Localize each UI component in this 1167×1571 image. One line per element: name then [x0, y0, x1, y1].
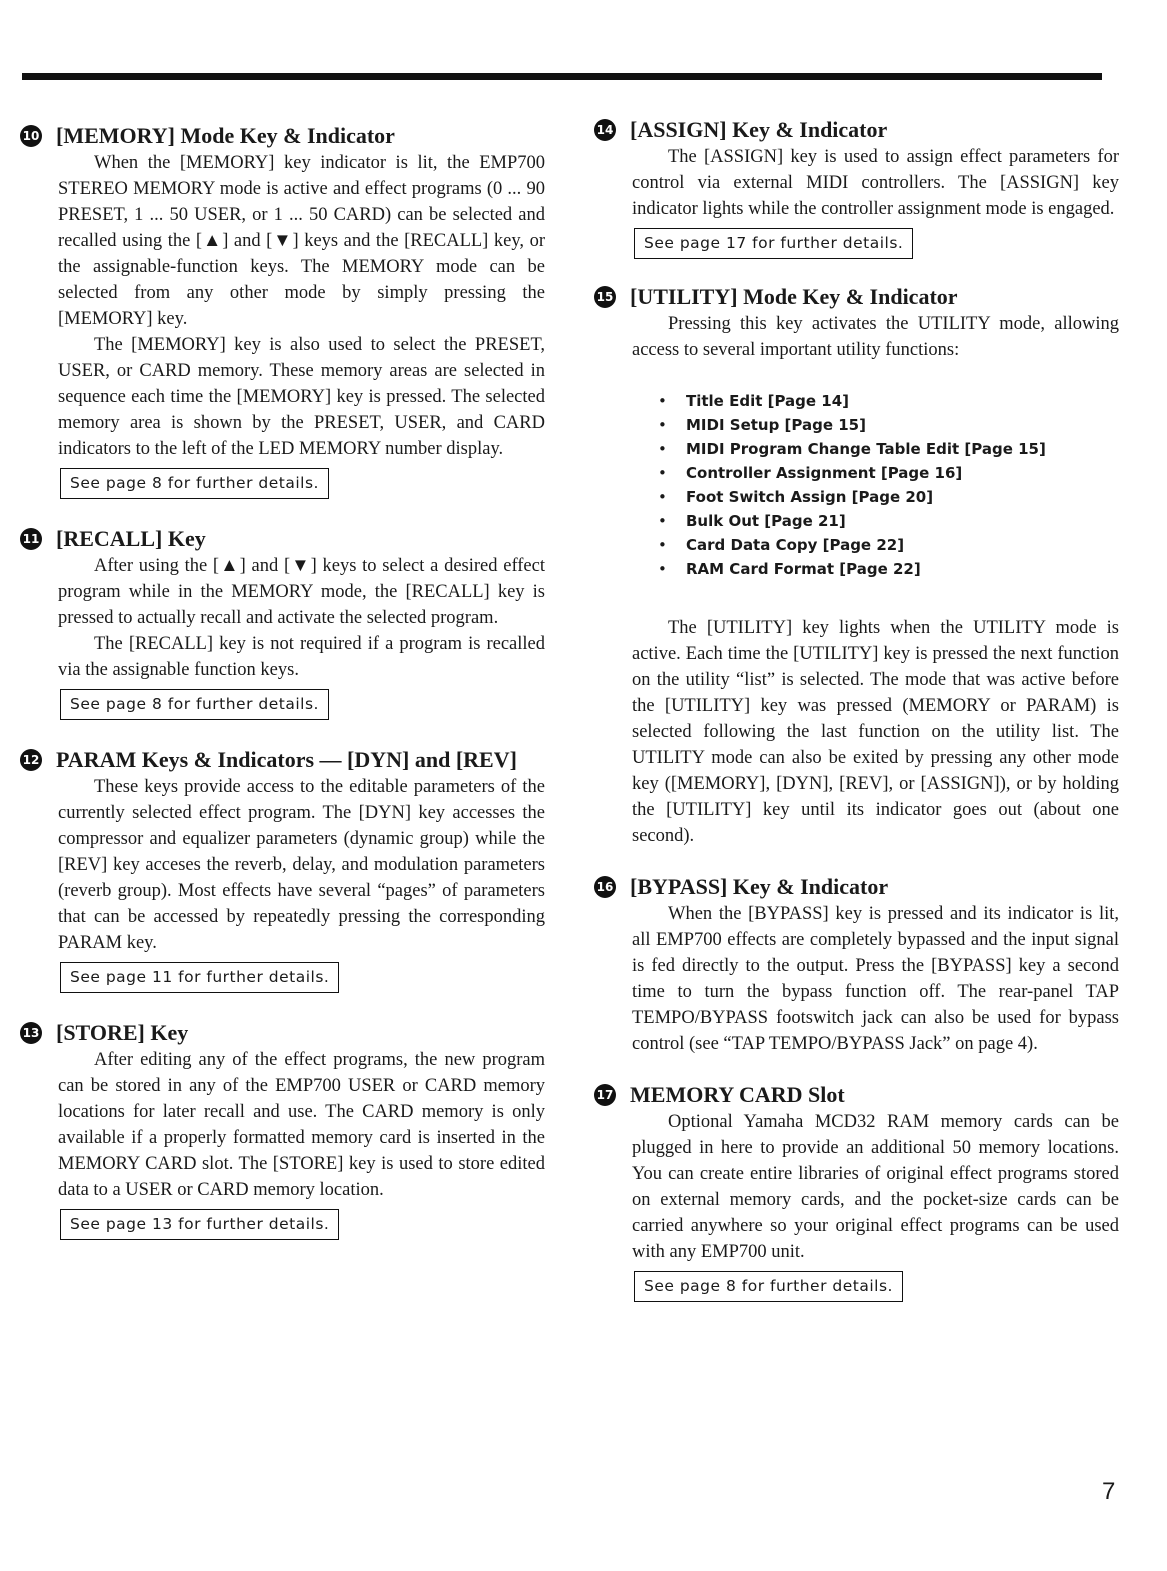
section-number: 13: [20, 1022, 42, 1044]
section-heading: [594, 1081, 1119, 1109]
section-heading: [594, 283, 1119, 311]
paragraph: Optional Yamaha MCD32 RAM memory cards can be plugged in here to provide an additional 50 memory locations. You can create entire libraries of original effect programs stored on external memory cards, and the pocket-size cards can be carried anywhere so your original effect programs can be used with any EMP700 unit.: [632, 1112, 1119, 1262]
section-body: [632, 144, 1119, 259]
page-number: 7: [1102, 1478, 1116, 1505]
paragraph: When the [MEMORY] key indicator is lit, the EMP700 STEREO MEMORY mode is active and effect programs (0 ... 90 PRESET, 1 ... 50 USER, or 1 ... 50 CARD) can be selected and recalled using the [▲] and [▼] keys and the [RECALL] key, or the assignable-function keys. The MEMORY mode can be selected from any other mode by simply pressing the [MEMORY] key.: [58, 153, 545, 329]
paragraph: After using the [▲] and [▼] keys to select a desired effect program while in the MEMORY mode, the [RECALL] key is pressed to actually recall and activate the selected program.: [58, 556, 545, 628]
list-item: • Title Edit [Page 14]: [658, 389, 1119, 413]
section-title: PARAM Keys & Indicators — [DYN] and [REV]: [56, 747, 517, 772]
section-heading: [20, 746, 545, 774]
paragraph: These keys provide access to the editable parameters of the currently selected effect program. The [DYN] key accesses the compressor and equalizer parameters (dynamic group) while the [REV] key acceses the reverb, delay, and modulation parameters (reverb group). Most effects have several “pages” of parameters that can be accessed by repeatedly pressing the corresponding PARAM key.: [58, 777, 545, 953]
paragraph: When the [BYPASS] key is pressed and its indicator is lit, all EMP700 effects are completely bypassed and the input signal is fed directly to the output. Press the [BYPASS] key a second time to turn the bypass function off. The rear-panel TAP TEMPO/BYPASS footswitch jack can also be used for bypass control (see “TAP TEMPO/BYPASS Jack” on page 4).: [632, 904, 1119, 1054]
section-heading: [20, 1019, 545, 1047]
reference-box: See page 13 for further details.: [60, 1209, 339, 1240]
section-title: [ASSIGN] Key & Indicator: [630, 117, 888, 142]
section-param-keys: [20, 746, 545, 993]
section-assign-key: [594, 116, 1119, 259]
section-body: [632, 1109, 1119, 1302]
section-title: [MEMORY] Mode Key & Indicator: [56, 123, 395, 148]
section-memory-key: [20, 122, 545, 499]
list-item: • Foot Switch Assign [Page 20]: [658, 485, 1119, 509]
reference-box: See page 11 for further details.: [60, 962, 339, 993]
reference-box: See page 8 for further details.: [60, 689, 329, 720]
section-number: 15: [594, 286, 616, 308]
list-item: • MIDI Setup [Page 15]: [658, 413, 1119, 437]
top-rule: [22, 73, 1102, 80]
right-column: [594, 116, 1119, 1302]
section-body: [58, 553, 545, 720]
section-title: [STORE] Key: [56, 1020, 189, 1045]
section-title: MEMORY CARD Slot: [630, 1082, 845, 1107]
section-body: [632, 311, 1119, 849]
section-heading: [594, 116, 1119, 144]
paragraph: The [MEMORY] key is also used to select the PRESET, USER, or CARD memory. These memory areas are selected in sequence each time the [MEMORY] key is pressed. The selected memory area is shown by the PRESET, USER, and CARD indicators to the left of the LED MEMORY number display.: [58, 335, 545, 459]
section-bypass-key: [594, 873, 1119, 1057]
section-body: [58, 1047, 545, 1240]
reference-box: See page 8 for further details.: [60, 468, 329, 499]
list-item: • Bulk Out [Page 21]: [658, 509, 1119, 533]
section-number: 14: [594, 119, 616, 141]
reference-box: See page 17 for further details.: [634, 228, 913, 259]
paragraph: Pressing this key activates the UTILITY mode, allowing access to several important utility functions:: [632, 314, 1119, 360]
utility-function-list: [658, 389, 1119, 581]
section-heading: [594, 873, 1119, 901]
section-store-key: [20, 1019, 545, 1240]
paragraph: The [UTILITY] key lights when the UTILITY mode is active. Each time the [UTILITY] key is pressed the next function on the utility “list” is selected. The mode that was active before the [UTILITY] key was pressed (MEMORY or PARAM) is selected following the last function on the utility list. The UTILITY mode can also be exited by pressing any other mode key ([MEMORY], [DYN], [REV], or [ASSIGN]), or by holding the [UTILITY] key until its indicator goes out (about one second).: [632, 618, 1119, 846]
reference-box: See page 8 for further details.: [634, 1271, 903, 1302]
section-body: [632, 901, 1119, 1057]
section-number: 12: [20, 749, 42, 771]
section-number: 11: [20, 528, 42, 550]
section-heading: [20, 122, 545, 150]
section-memory-card-slot: [594, 1081, 1119, 1302]
section-heading: [20, 525, 545, 553]
paragraph: After editing any of the effect programs, the new program can be stored in any of the EMP700 USER or CARD memory locations for later recall and use. The CARD memory is only available if a properly formatted memory card is inserted in the MEMORY CARD slot. The [STORE] key is used to store edited data to a USER or CARD memory location.: [58, 1050, 545, 1200]
section-number: 16: [594, 876, 616, 898]
section-body: [58, 774, 545, 993]
paragraph: The [RECALL] key is not required if a program is recalled via the assignable function keys.: [58, 634, 545, 680]
section-number: 17: [594, 1084, 616, 1106]
section-title: [BYPASS] Key & Indicator: [630, 874, 889, 899]
section-recall-key: [20, 525, 545, 720]
list-item: • Card Data Copy [Page 22]: [658, 533, 1119, 557]
section-title: [UTILITY] Mode Key & Indicator: [630, 284, 958, 309]
list-item: • RAM Card Format [Page 22]: [658, 557, 1119, 581]
list-item: • Controller Assignment [Page 16]: [658, 461, 1119, 485]
section-title: [RECALL] Key: [56, 526, 206, 551]
section-body: [58, 150, 545, 499]
paragraph: The [ASSIGN] key is used to assign effect parameters for control via external MIDI controllers. The [ASSIGN] key indicator lights while the controller assignment mode is engaged.: [632, 147, 1119, 219]
section-number: 10: [20, 125, 42, 147]
left-column: [20, 120, 545, 1240]
section-utility-key: [594, 283, 1119, 849]
list-item: • MIDI Program Change Table Edit [Page 15]: [658, 437, 1119, 461]
